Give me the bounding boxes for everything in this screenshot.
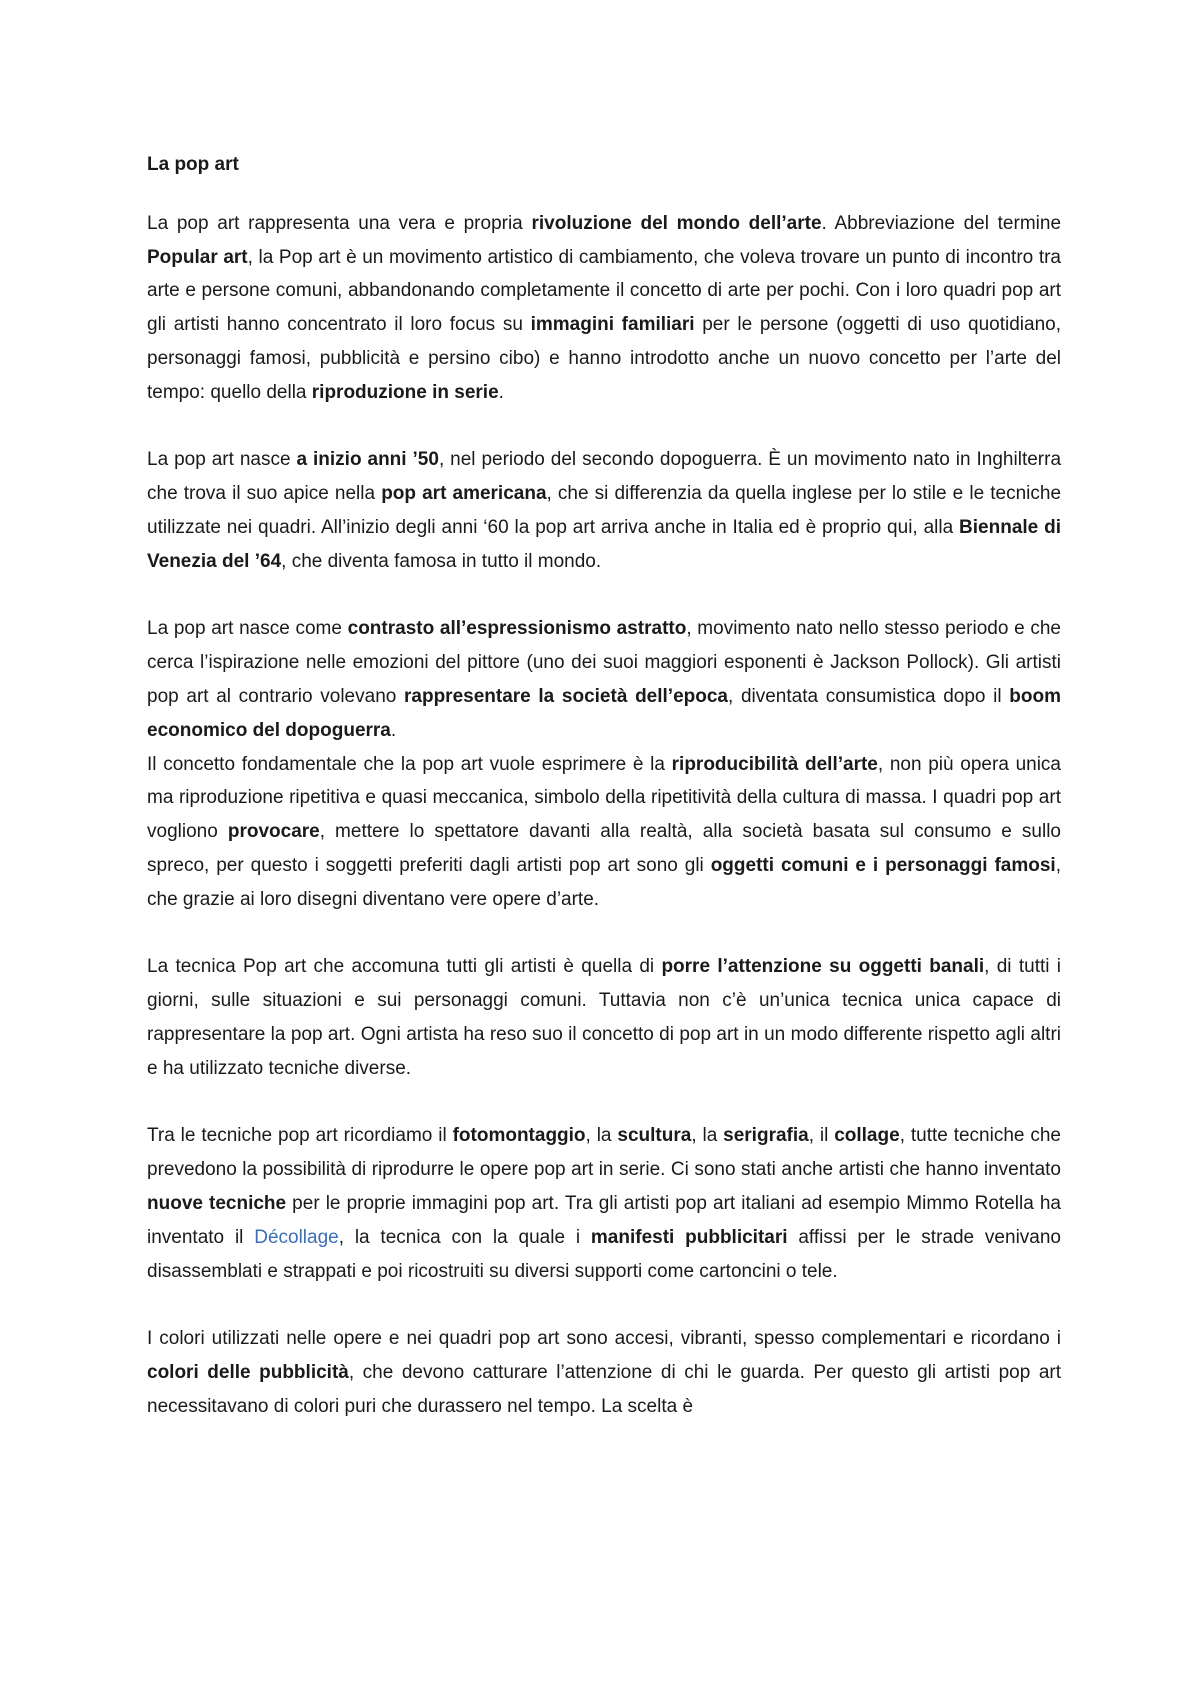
document-title: La pop art (147, 154, 239, 175)
bold-phrase: immagini familiari (530, 314, 695, 336)
text-run: , la (585, 1125, 618, 1147)
bold-phrase: serigrafia (723, 1125, 809, 1147)
text-run: . Abbreviazione del termine (821, 212, 1062, 234)
bold-phrase: rappresentare la società dell’epoca (404, 685, 728, 707)
text-run: , mettere lo spettatore davanti alla realtà, alla società basata sul consumo e sullo spreco, per questo i soggetti preferiti dagli artisti pop art sono gli (147, 821, 1061, 876)
text-run: I colori utilizzati nelle opere e nei quadri pop art sono accesi, vibranti, spesso complementari e ricordano i (147, 1328, 1061, 1350)
bold-phrase: a inizio anni ’50 (296, 449, 439, 471)
text-run: La tecnica Pop art che accomuna tutti gli artisti è quella di (147, 956, 662, 978)
bold-phrase: Biennale di Venezia del ’64 (147, 516, 1062, 572)
bold-phrase: pop art americana (381, 483, 547, 505)
bold-phrase: oggetti comuni e i personaggi famosi (710, 854, 1056, 876)
paragraph-2 (147, 443, 1061, 578)
bold-phrase: provocare (227, 821, 320, 843)
text-run: , nel periodo del secondo dopoguerra. È un movimento nato in Inghilterra che trova il suo apice nella (147, 449, 1062, 505)
bold-phrase: boom economico del dopoguerra (147, 685, 1061, 741)
text-run: , il (808, 1125, 835, 1147)
text-run: , diventata consumistica dopo il (728, 685, 1010, 707)
bold-phrase: rivoluzione del mondo dell’arte (531, 212, 822, 234)
text-run: , di tutti i giorni, sulle situazioni e sui personaggi comuni. Tuttavia non c’è un’unica tecnica unica capace di rappresentare la pop art. Ogni artista ha reso suo il concetto di pop art in un modo differente rispetto agli altri e ha utilizzato tecniche diverse. (147, 956, 1061, 1079)
text-run: , che devono catturare l’attenzione di chi le guarda. Per questo gli artisti pop art necessitavano di colori puri che durassero nel tempo. La scelta è (147, 1361, 1061, 1417)
bold-phrase: colori delle pubblicità (147, 1361, 349, 1383)
text-run: . (498, 381, 504, 403)
text-run: , tutte tecniche che prevedono la possibilità di riprodurre le opere pop art in serie. Ci sono stati anche artisti che hanno inventato (147, 1125, 1061, 1181)
text-run: , che si differenzia da quella inglese per lo stile e le tecniche utilizzate nei quadri. All’inizio degli anni ‘60 la pop art arriva anche in Italia ed è proprio qui, alla (147, 483, 1062, 538)
text-run: , non più opera unica ma riproduzione ripetitiva e quasi meccanica, simbolo della ripetitività della cultura di massa. I quadri pop art vogliono (147, 753, 1061, 843)
text-run: La pop art nasce come (147, 618, 348, 640)
paragraph-5 (147, 950, 1061, 1085)
bold-phrase: porre l’attenzione su oggetti banali (661, 956, 985, 978)
bold-phrase: nuove tecniche (147, 1192, 287, 1214)
bold-phrase: Popular art (147, 246, 248, 268)
text-run: , la tecnica con la quale i (338, 1226, 591, 1248)
bold-phrase: riproducibilità dell’arte (671, 753, 878, 775)
text-run: Tra le tecniche pop art ricordiamo il (147, 1125, 453, 1147)
text-run: , che grazie ai loro disegni diventano vere opere d’arte. (147, 854, 1061, 910)
bold-phrase: collage (834, 1125, 900, 1147)
paragraph-3 (147, 612, 1061, 747)
text-run: , movimento nato nello stesso periodo e che cerca l’ispirazione nelle emozioni del pittore (uno dei suoi maggiori esponenti è Jackson Pollock). Gli artisti pop art al contrario volevano (147, 618, 1061, 707)
bold-phrase: riproduzione in serie (311, 381, 499, 403)
text-run: La pop art nasce (147, 449, 297, 471)
text-run: . (390, 719, 397, 741)
document-body (147, 207, 1061, 1424)
text-run: per le persone (oggetti di uso quotidiano, personaggi famosi, pubblicità e persino cibo) e hanno introdotto anche un nuovo concetto per l’arte del tempo: quello della (147, 314, 1061, 403)
text-run: , la (691, 1125, 724, 1147)
paragraph-4 (147, 748, 1061, 917)
bold-phrase: contrasto all’espressionismo astratto (347, 618, 687, 640)
text-run: affissi per le strade venivano disassemblati e strappati e poi ricostruiti su diversi supporti come cartoncini o tele. (147, 1226, 1061, 1282)
document-page (147, 148, 1061, 1423)
text-run: , che diventa famosa in tutto il mondo. (281, 550, 602, 572)
bold-phrase: fotomontaggio (452, 1125, 586, 1147)
paragraph-1 (147, 207, 1061, 410)
text-run: , la Pop art è un movimento artistico di cambiamento, che voleva trovare un punto di incontro tra arte e persone comuni, abbandonando completamente il concetto di arte per pochi. Con i loro quadri pop art gli artisti hanno concentrato il loro focus su (147, 246, 1061, 336)
paragraph-6 (147, 1119, 1061, 1288)
text-run: La pop art rappresenta una vera e propria (147, 212, 532, 234)
paragraph-7 (147, 1322, 1061, 1423)
text-run: per le proprie immagini pop art. Tra gli artisti pop art italiani ad esempio Mimmo Rotella ha inventato il (147, 1192, 1061, 1248)
hyperlink[interactable]: Décollage (254, 1226, 339, 1248)
text-run: Il concetto fondamentale che la pop art vuole esprimere è la (147, 753, 672, 775)
bold-phrase: manifesti pubblicitari (590, 1226, 788, 1248)
bold-phrase: scultura (617, 1125, 692, 1147)
